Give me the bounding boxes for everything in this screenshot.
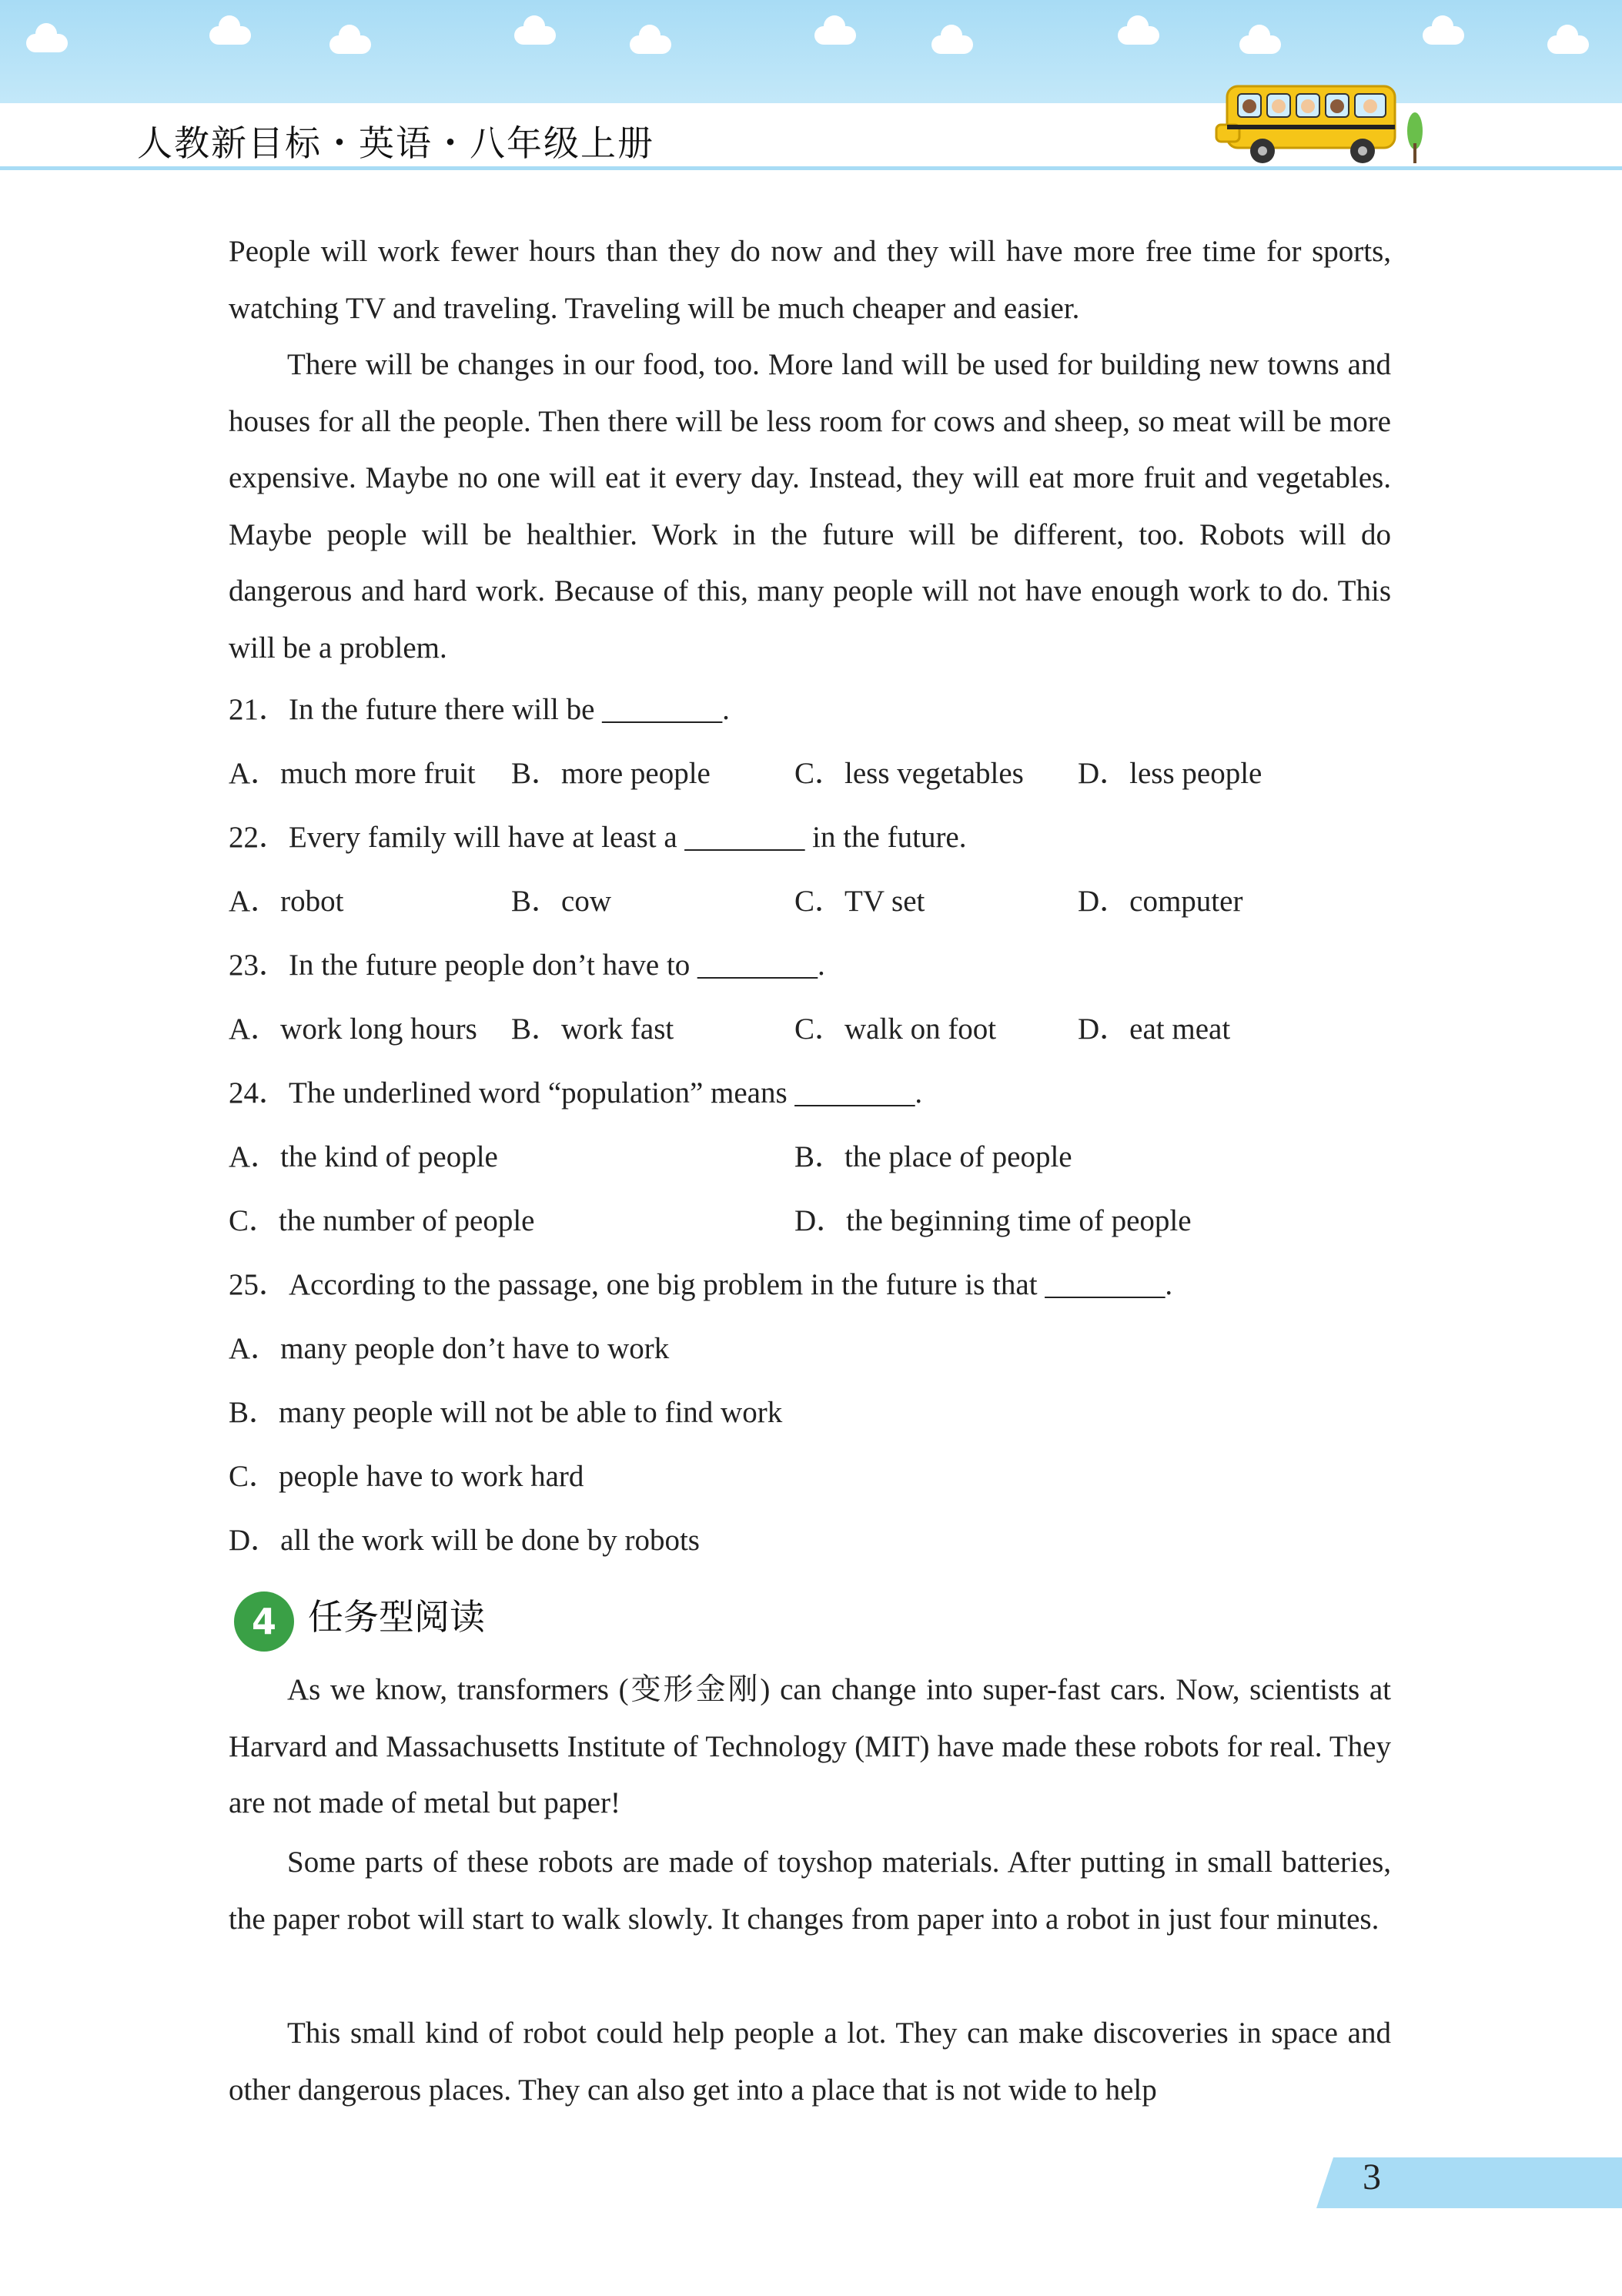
passage-paragraph: As we know, transformers (变形金刚) can change into super-fast cars. Now, scientists at Harvard and Massachusetts Institute of Technology (MIT) have made these robots for real. They are not made of metal but paper! — [229, 1673, 1391, 1819]
question-22-stem: 22．Every family will have at least a ________ in the future. — [229, 821, 967, 854]
question-21-option-b[interactable]: B．more people — [511, 757, 711, 790]
book-title: 人教新目标・英语・八年级上册 — [137, 122, 654, 164]
cloud-icon — [1547, 35, 1589, 54]
cloud-icon — [931, 35, 973, 54]
question-22-option-a[interactable]: A．robot — [229, 885, 344, 918]
cloud-icon — [209, 26, 251, 45]
passage-paragraph: This small kind of robot could help people a lot. They can make discoveries in space and other dangerous places. They can also get into a place that is not wide to help — [229, 2017, 1391, 2107]
cloud-icon — [1118, 26, 1159, 45]
cloud-icon — [26, 34, 68, 52]
question-21-stem: 21．In the future there will be ________. — [229, 693, 730, 726]
cloud-icon — [514, 26, 556, 45]
question-23-option-c[interactable]: C．walk on foot — [794, 1012, 997, 1046]
passage-paragraph: There will be changes in our food, too. More land will be used for building new towns and houses for all the people. Then there will be less room for cows and sheep, so meat will be more expensive. Maybe no one will eat it every day. Instead, they will eat more fruit and vegetables. Maybe people will be healthier. Work in the future will be different, too. Robots will do dangerous and hard work. Because of this, many people will not have enough work to do. This will be a problem. — [229, 348, 1391, 664]
section-title: 任务型阅读 — [308, 1596, 485, 1638]
question-22-option-d[interactable]: D．computer — [1078, 885, 1243, 918]
question-24-stem: 24．The underlined word “population” means ________. — [229, 1076, 923, 1110]
section-number: 4 — [251, 1601, 277, 1642]
question-24-option-c[interactable]: C．the number of people — [229, 1204, 535, 1237]
question-24-option-b[interactable]: B．the place of people — [794, 1140, 1072, 1173]
question-25-option-d[interactable]: D．all the work will be done by robots — [229, 1524, 700, 1557]
question-21-option-d[interactable]: D．less people — [1078, 757, 1262, 790]
section-number-icon — [233, 1591, 295, 1652]
question-24-option-d[interactable]: D．the beginning time of people — [794, 1204, 1192, 1237]
question-22-option-b[interactable]: B．cow — [511, 885, 611, 918]
cloud-icon — [329, 35, 371, 54]
question-24-option-a[interactable]: A．the kind of people — [229, 1140, 498, 1173]
cloud-icon — [1423, 26, 1464, 45]
page-number: 3 — [1363, 2157, 1381, 2197]
question-21-option-a[interactable]: A．much more fruit — [229, 757, 476, 790]
cloud-icon — [814, 26, 856, 45]
question-25-stem: 25．According to the passage, one big problem in the future is that ________. — [229, 1268, 1173, 1301]
question-23-option-d[interactable]: D．eat meat — [1078, 1012, 1231, 1046]
school-bus-icon — [1210, 77, 1433, 171]
cloud-icon — [630, 35, 671, 54]
passage-paragraph: Some parts of these robots are made of toyshop materials. After putting in small batteries, the paper robot will start to walk slowly. It changes from paper into a robot in just four minutes. — [229, 1846, 1391, 1936]
question-23-option-b[interactable]: B．work fast — [511, 1012, 674, 1046]
question-25-option-c[interactable]: C．people have to work hard — [229, 1460, 584, 1493]
question-23-option-a[interactable]: A．work long hours — [229, 1012, 477, 1046]
passage-paragraph: People will work fewer hours than they do now and they will have more free time for sports, watching TV and traveling. Traveling will be much cheaper and easier. — [229, 235, 1391, 325]
question-25-option-b[interactable]: B．many people will not be able to find work — [229, 1396, 783, 1429]
question-25-option-a[interactable]: A．many people don’t have to work — [229, 1332, 670, 1365]
question-22-option-c[interactable]: C．TV set — [794, 885, 925, 918]
question-23-stem: 23．In the future people don’t have to ________. — [229, 949, 825, 982]
question-21-option-c[interactable]: C．less vegetables — [794, 757, 1024, 790]
cloud-icon — [1239, 35, 1281, 54]
